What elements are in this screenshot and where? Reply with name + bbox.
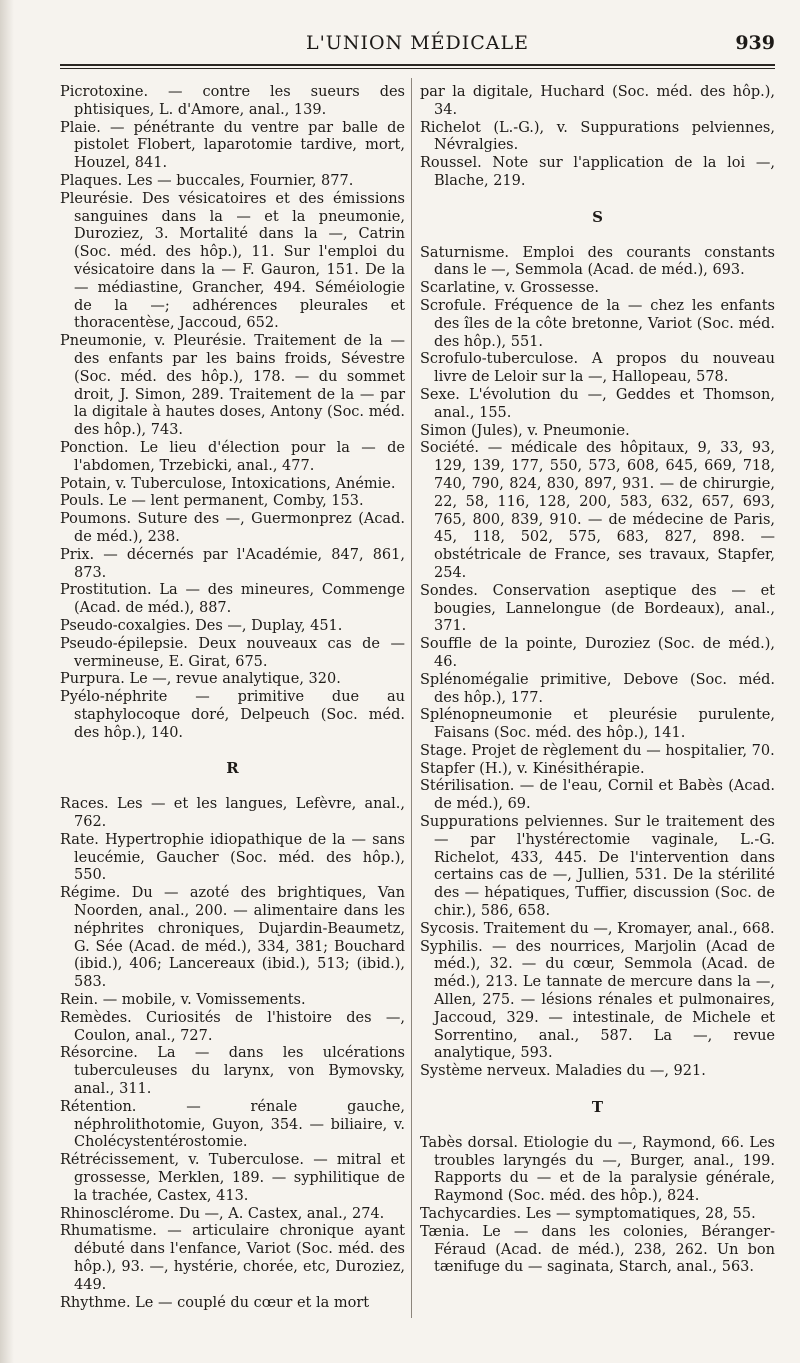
index-entry: Potain, v. Tuberculose, Intoxications, Anémie.	[60, 475, 396, 492]
index-entry: par la digitale, Huchard (Soc. méd. des hôp.), 34.	[420, 84, 775, 118]
column-divider	[411, 78, 412, 1318]
index-entry: Pouls. Le — lent permanent, Comby, 153.	[60, 493, 364, 510]
index-entry: Rhythme. Le — couplé du cœur et la mort	[60, 1294, 370, 1311]
index-entry: Saturnisme. Emploi des courants constants dans le —, Semmola (Acad. de méd.), 693.	[420, 244, 775, 279]
index-entry: Scarlatine, v. Grossesse.	[420, 280, 599, 297]
index-entry: Syphilis. — des nourrices, Marjolin (Acad de méd.), 32. — du cœur, Semmola (Acad. de méd.), 213. Le tannate de mercure dans la —, Allen, 275. — lésions rénales et pulmonaires, Jaccoud, 329. — intestinale, de Michele et Sorrentino, anal., 587. La —, revue analytique, 593.	[420, 938, 775, 1062]
index-entry: Poumons. Suture des —, Guermonprez (Acad. de méd.), 238.	[60, 511, 405, 545]
index-entry: Régime. Du — azoté des brightiques, Van Noorden, anal., 200. — alimentaire dans les néphrites chroniques, Dujardin-Beaumetz, G. Sée (Acad. de méd.), 334, 381; Bouchard (ibid.), 406; Lancereaux (ibid.), 513; (ibid.), 583.	[60, 885, 405, 991]
index-entry: Pleurésie. Des vésicatoires et des émissions sanguines dans la — et la pneumonie, Duroziez, 3. Mortalité dans la —, Catrin (Soc. méd. des hôp.), 11. Sur l'emploi du vésicatoire dans la — F. Gauron, 151. De la — médiastine, Grancher, 494. Séméiologie de la —; adhérences pleurales et thoracentèse, Jaccoud, 652.	[60, 190, 405, 332]
page-number: 939	[735, 32, 775, 54]
index-entry: Pyélo-néphrite — primitive due au staphylocoque doré, Delpeuch (Soc. méd. des hôp.), 140.	[60, 689, 405, 741]
index-entry: Stapfer (H.), v. Kinésithérapie.	[420, 760, 645, 777]
index-entry: Scrofule. Fréquence de la — chez les enfants des îles de la côte bretonne, Variot (Soc. méd. des hôp.), 551.	[420, 297, 775, 350]
index-entry: Société. — médicale des hôpitaux, 9, 33, 93, 129, 139, 177, 550, 573, 608, 645, 669, 718, 740, 790, 824, 830, 897, 931. — de chirurgie, 22, 58, 116, 128, 200, 583, 632, 657, 693, 765, 800, 839, 910. — de médecine de Paris, 45, 118, 502, 575, 683, 827, 898. — obstétricale de France, ses travaux, Stapfer, 254.	[420, 440, 775, 581]
index-entry: Plaques. Les — buccales, Fournier, 877.	[60, 172, 354, 189]
index-entry: Roussel. Note sur l'application de la loi —, Blache, 219.	[420, 155, 775, 189]
index-entry: Tachycardies. Les — symptomatiques, 28, 55.	[420, 1206, 756, 1223]
page-header	[60, 30, 775, 60]
index-entry: Stérilisation. — de l'eau, Cornil et Babès (Acad. de méd.), 69.	[420, 778, 775, 813]
section-letter: T	[591, 1098, 604, 1117]
index-entry: Sycosis. Traitement du —, Kromayer, anal., 668.	[420, 920, 775, 937]
left-column	[60, 84, 405, 1312]
index-entry: Picrotoxine. — contre les sueurs des phtisiques, L. d'Amore, anal., 139.	[60, 84, 405, 118]
index-entry: Rétrécissement, v. Tuberculose. — mitral et grossesse, Merklen, 189. — syphilitique de la trachée, Castex, 413.	[60, 1152, 405, 1204]
index-entry: Pneumonie, v. Pleurésie. Traitement de la — des enfants par les bains froids, Sévestre (Soc. méd. des hôp.), 178. — du sommet droit, J. Simon, 289. Traitement de la — par la digitale à hautes doses, Antony (Soc. méd. des hôp.), 743.	[60, 333, 405, 439]
index-entry: Rhinosclérome. Du —, A. Castex, anal., 274.	[60, 1205, 385, 1222]
index-entry: Splénomégalie primitive, Debove (Soc. méd. des hôp.), 177.	[420, 671, 775, 706]
index-entry: Prix. — décernés par l'Académie, 847, 861, 873.	[60, 546, 405, 581]
index-entry: Pseudo-épilepsie. Deux nouveaux cas de — vermineuse, E. Girat, 675.	[60, 635, 405, 670]
index-entry: Tabès dorsal. Etiologie du —, Raymond, 66. Les troubles laryngés du —, Burger, anal., 199. Rapports du — et de la paralysie générale, Raymond (Soc. méd. des hôp.), 824.	[420, 1134, 775, 1205]
index-entry: Remèdes. Curiosités de l'histoire des —, Coulon, anal., 727.	[60, 1009, 405, 1044]
index-entry: Rein. — mobile, v. Vomissements.	[60, 992, 306, 1009]
index-entry: Rétention. — rénale gauche, néphrolithotomie, Guyon, 354. — biliaire, v. Cholécystentérostomie.	[60, 1098, 405, 1151]
index-entry: Système nerveux. Maladies du —, 921.	[420, 1063, 706, 1080]
index-entry: Splénopneumonie et pleurésie purulente, Faisans (Soc. méd. des hôp.), 141.	[420, 707, 775, 742]
index-entry: Pseudo-coxalgies. Des —, Duplay, 451.	[60, 617, 343, 634]
index-entry: Sexe. L'évolution du —, Geddes et Thomson, anal., 155.	[420, 386, 775, 421]
index-entry: Tænia. Le — dans les colonies, Béranger-Féraud (Acad. de méd.), 238, 262. Un bon tænifuge du — saginata, Starch, anal., 563.	[420, 1223, 775, 1276]
page-edge-shadow	[0, 0, 14, 1363]
index-entry: Simon (Jules), v. Pneumonie.	[420, 422, 630, 439]
index-entry: Rhumatisme. — articulaire chronique ayant débuté dans l'enfance, Variot (Soc. méd. des hôp.), 93. —, hystérie, chorée, etc, Duroziez, 449.	[60, 1223, 405, 1293]
index-entry: Prostitution. La — des mineures, Commenge (Acad. de méd.), 887.	[60, 582, 405, 617]
index-entry: Stage. Projet de règlement du — hospitalier, 70.	[420, 742, 775, 759]
section-letter: R	[226, 759, 239, 778]
right-column	[420, 84, 775, 1277]
index-entry: Rate. Hypertrophie idiopathique de la — sans leucémie, Gaucher (Soc. méd. des hôp.), 550.	[60, 831, 405, 884]
index-entry: Richelot (L.-G.), v. Suppurations pelviennes, Névralgies.	[420, 119, 775, 154]
index-entry: Suppurations pelviennes. Sur le traitement des — par l'hystérectomie vaginale, L.-G. Richelot, 433, 445. De l'intervention dans certains cas de —, Jullien, 531. De la stérilité des — hépatiques, Tuffier, discussion (Soc. de chir.), 586, 658.	[420, 814, 775, 920]
index-entry: Plaie. — pénétrante du ventre par balle de pistolet Flobert, laparotomie tardive, mort, Houzel, 841.	[60, 119, 405, 172]
header-rule	[60, 64, 775, 66]
index-entry: Souffle de la pointe, Duroziez (Soc. de méd.), 46.	[420, 636, 775, 670]
index-entry: Sondes. Conservation aseptique des — et bougies, Lannelongue (de Bordeaux), anal., 371.	[420, 582, 775, 635]
index-entry: Purpura. Le —, revue analytique, 320.	[60, 671, 341, 688]
section-letter: S	[592, 207, 603, 226]
journal-title: L'UNION MÉDICALE	[305, 32, 530, 54]
index-entry: Races. Les — et les langues, Lefèvre, anal., 762.	[60, 796, 405, 831]
index-entry: Scrofulo-tuberculose. A propos du nouveau livre de Leloir sur la —, Hallopeau, 578.	[420, 351, 775, 386]
index-entry: Ponction. Le lieu d'élection pour la — de l'abdomen, Trzebicki, anal., 477.	[60, 439, 405, 474]
index-entry: Résorcine. La — dans les ulcérations tuberculeuses du larynx, von Bymovsky, anal., 311.	[60, 1045, 405, 1098]
header-rule-thin	[60, 68, 775, 69]
